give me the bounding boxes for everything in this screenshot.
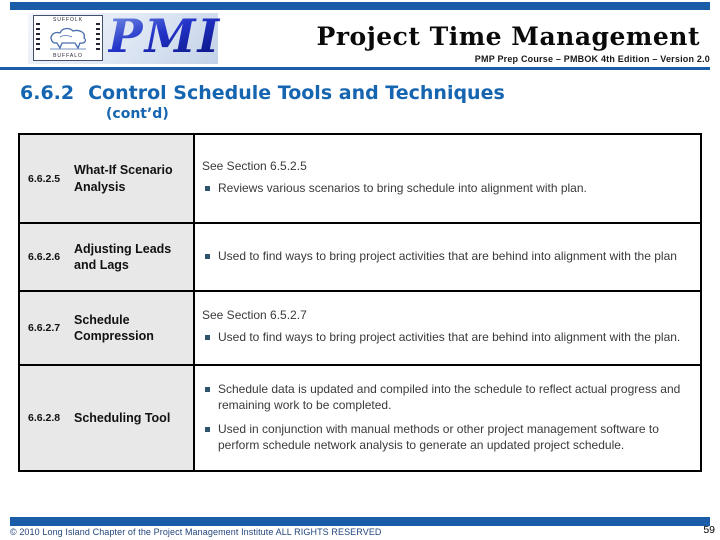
row-id: 6.6.2.6 [28, 251, 61, 263]
section-continuation: (cont’d) [106, 106, 169, 122]
table-row [20, 290, 700, 364]
row-content-cell [195, 135, 700, 222]
bullet-text: Used in conjunction with manual methods or other project management software to perform schedule network analysis to generate an updated project schedule. [218, 422, 659, 452]
bullet-item [201, 330, 690, 346]
row-header-cell [20, 292, 195, 364]
row-label: What-If Scenario Analysis [74, 163, 173, 194]
table-row [20, 135, 700, 222]
section-number: 6.6.2 [20, 82, 75, 104]
see-section-ref: See Section 6.5.2.5 [202, 158, 307, 173]
slide-title: Project Time Management [316, 22, 700, 51]
tools-techniques-table [18, 133, 702, 472]
bullet-text: Reviews various scenarios to bring schedule into alignment with plan. [218, 180, 587, 195]
row-header-cell [20, 135, 195, 222]
bullet-item [201, 181, 690, 197]
square-bullet-icon [205, 387, 210, 392]
footer-accent-bar [10, 517, 710, 526]
emblem-left-border-decor [36, 23, 40, 53]
emblem-top-text: SUFFOLK [52, 17, 84, 23]
row-id: 6.6.2.5 [28, 172, 61, 185]
bullet-item [201, 422, 690, 454]
page-number: 59 [703, 524, 715, 536]
chapter-emblem [33, 15, 103, 61]
buffalo-icon [46, 25, 90, 51]
bullet-text: Used to find ways to bring project activities that are behind into alignment with the plan. [218, 330, 681, 345]
row-label: Scheduling Tool [74, 410, 171, 425]
bullet-item [201, 249, 690, 265]
row-content-cell [195, 366, 700, 470]
row-content-cell [195, 224, 700, 290]
section-title: Control Schedule Tools and Techniques [88, 82, 505, 104]
emblem-right-border-decor [96, 23, 100, 53]
section-heading [20, 82, 505, 104]
row-header-cell [20, 366, 195, 470]
row-content-cell [195, 292, 700, 364]
see-section-ref: See Section 6.5.2.7 [202, 308, 307, 323]
bullet-item [201, 382, 690, 414]
pmi-chapter-logo [28, 9, 222, 64]
pmi-logo-text: PMI [108, 9, 222, 63]
row-label: Adjusting Leads and Lags [74, 241, 172, 272]
copyright-text: © 2010 Long Island Chapter of the Project Management Institute ALL RIGHTS RESERVED [10, 527, 382, 537]
row-label: Schedule Compression [74, 312, 154, 343]
square-bullet-icon [205, 186, 210, 191]
bullet-text: Schedule data is updated and compiled into the schedule to reflect actual progress and remaining work to be completed. [218, 382, 681, 413]
square-bullet-icon [205, 254, 210, 259]
table-row [20, 222, 700, 290]
table-row [20, 364, 700, 470]
header-rule [0, 67, 710, 70]
row-header-cell [20, 224, 195, 290]
row-id: 6.6.2.7 [28, 322, 61, 334]
emblem-bottom-text: BUFFALO [53, 53, 83, 59]
row-id: 6.6.2.8 [28, 412, 61, 424]
square-bullet-icon [205, 427, 210, 432]
slide-subtitle: PMP Prep Course – PMBOK 4th Edition – Version 2.0 [474, 54, 710, 64]
square-bullet-icon [205, 335, 210, 340]
bullet-text: Used to find ways to bring project activities that are behind into alignment with the plan [218, 249, 677, 264]
